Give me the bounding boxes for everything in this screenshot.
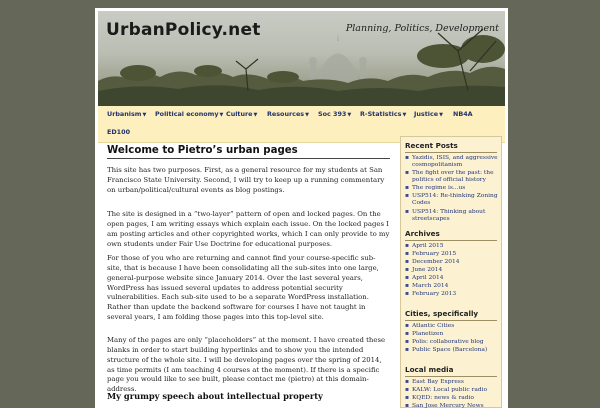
nav-item-justice[interactable]: [414, 110, 443, 118]
caret-down-icon: ▼: [305, 112, 309, 118]
nav-item-r-statistics[interactable]: [360, 110, 406, 118]
cities-link[interactable]: ▪ Public Space (Barcelona): [405, 347, 488, 353]
nav-item-political-economy[interactable]: [155, 110, 223, 118]
nav-item-label: Soc 393: [318, 110, 347, 118]
nav-item-label: Justice: [414, 110, 439, 118]
caret-down-icon: ▼: [142, 112, 147, 118]
square-bullet-icon: ▪: [405, 291, 409, 297]
square-bullet-icon: ▪: [405, 379, 409, 385]
archive-link[interactable]: ▪ December 2014: [405, 259, 460, 265]
widget-divider: [405, 376, 497, 377]
square-bullet-icon: ▪: [405, 185, 409, 191]
square-bullet-icon: ▪: [405, 170, 409, 176]
archive-link[interactable]: ▪ June 2014: [405, 267, 443, 273]
archive-link[interactable]: ▪ March 2014: [405, 283, 449, 289]
widget-divider: [405, 152, 497, 153]
main-content: [107, 136, 391, 408]
caret-down-icon: ▼: [253, 112, 258, 118]
recent-post-link[interactable]: ▪ The regime is...us: [405, 185, 466, 191]
nav-item-culture[interactable]: [226, 110, 257, 118]
recent-post-link[interactable]: ▪ USP514: Re-thinking Zoning Codes: [405, 193, 498, 207]
cities-link[interactable]: ▪ Atlantic Cities: [405, 323, 455, 329]
nav-item-urbanism[interactable]: [107, 110, 146, 118]
site-design-paragraph: The site is designed in a “two-layer” pattern of open and locked pages. On the open pages, I am writing essays which explain each issue. On the locked pages I am posting articles and other copyrighted works, which I can only provide to my own students under Fair Use Doctrine for educational purposes.: [107, 210, 390, 248]
nav-item-ed100[interactable]: [107, 128, 130, 136]
nav-item-label: Resources: [267, 110, 305, 118]
local-media-title: Local media: [405, 365, 454, 374]
square-bullet-icon: ▪: [405, 275, 409, 281]
intro-paragraph: This site has two purposes. First, as a general resource for my students at San Francisco State University. Second, I will try to keep up a running commentary on urban/political/cultural events as blog postings.: [107, 166, 385, 194]
square-bullet-icon: ▪: [405, 209, 409, 215]
recent-post-link[interactable]: ▪ USP514: Thinking about streetscapes: [405, 209, 486, 223]
archive-link[interactable]: ▪ April 2014: [405, 275, 444, 281]
nav-item-label: Political economy: [155, 110, 219, 118]
square-bullet-icon: ▪: [405, 339, 409, 345]
site-title[interactable]: UrbanPolicy.net: [106, 20, 261, 40]
recent-posts-title: Recent Posts: [405, 141, 458, 150]
square-bullet-icon: ▪: [405, 243, 409, 249]
square-bullet-icon: ▪: [405, 193, 409, 199]
placeholders-paragraph: Many of the pages are only “placeholders” at the moment. I have created these blanks in order to start building hyperlinks and to show you the intended structure of the whole site. I will be developing pages over the spring of 2014, as time permits (I am teaching 4 courses at the moment). If there is a specific page you would like to see built, please contact me (pietro) at this domain-address.: [107, 336, 386, 394]
cities-link[interactable]: ▪ Planetizen: [405, 331, 444, 337]
caret-down-icon: ▼: [402, 112, 407, 118]
nav-item-nb4a[interactable]: [453, 110, 473, 118]
consolidation-paragraph: For those of you who are returning and cannot find your course-specific sub-site, that is because I have been consolidating all the sub-sites into one large, general-purpose website since January 2014. Over the last several years, WordPress has issued several updates to address potential security vulnerabilities. Each sub-site used to be a separate WordPress installation. Rather than update the backend software for courses I have not taught in several years, I am folding those pages into this top-level site.: [107, 254, 379, 322]
nav-item-soc-393[interactable]: [318, 110, 351, 118]
square-bullet-icon: ▪: [405, 403, 409, 408]
archives-title: Archives: [405, 229, 440, 238]
square-bullet-icon: ▪: [405, 259, 409, 265]
square-bullet-icon: ▪: [405, 347, 409, 353]
square-bullet-icon: ▪: [405, 267, 409, 273]
cities-title: Cities, specifically: [405, 309, 479, 318]
caret-down-icon: ▼: [219, 112, 224, 118]
square-bullet-icon: ▪: [405, 331, 409, 337]
cities-link[interactable]: ▪ Polis: collaborative blog: [405, 339, 484, 345]
widget-divider: [405, 240, 497, 241]
page-container: [95, 8, 508, 408]
site-header: [98, 11, 505, 106]
local-media-link[interactable]: ▪ KQED: news & radio: [405, 395, 474, 401]
site-tagline: Planning, Politics, Development: [345, 23, 499, 34]
local-media-link[interactable]: ▪ KALW: Local public radio: [405, 387, 488, 393]
sidebar: [400, 136, 502, 408]
square-bullet-icon: ▪: [405, 387, 409, 393]
archive-link[interactable]: ▪ February 2013: [405, 291, 457, 297]
square-bullet-icon: ▪: [405, 251, 409, 257]
page-title: Welcome to Pietro’s urban pages: [107, 145, 298, 156]
nav-item-label: NB4A: [453, 110, 473, 118]
caret-down-icon: ▼: [439, 112, 443, 118]
archive-link[interactable]: ▪ April 2015: [405, 243, 444, 249]
nav-item-label: Urbanism: [107, 110, 142, 118]
square-bullet-icon: ▪: [405, 155, 409, 161]
recent-post-link[interactable]: ▪ The fight over the past: the politics of official history: [405, 170, 494, 184]
nav-item-resources[interactable]: [267, 110, 309, 118]
nav-item-label: R-Statistics: [360, 110, 402, 118]
nav-item-label: Culture: [226, 110, 253, 118]
widget-divider: [405, 320, 497, 321]
local-media-link[interactable]: ▪ East Bay Express: [405, 379, 464, 385]
nav-item-label: ED100: [107, 128, 131, 136]
caret-down-icon: ▼: [347, 112, 352, 118]
local-media-link[interactable]: ▪ San Jose Mercury News: [405, 403, 499, 408]
square-bullet-icon: ▪: [405, 395, 409, 401]
recent-post-link[interactable]: ▪ Yazidis, ISIS, and aggressive cosmopolitanism: [405, 155, 498, 169]
title-divider: [107, 158, 390, 159]
archive-link[interactable]: ▪ February 2015: [405, 251, 457, 257]
square-bullet-icon: ▪: [405, 323, 409, 329]
square-bullet-icon: ▪: [405, 283, 409, 289]
section-heading: My grumpy speech about intellectual property: [107, 391, 323, 401]
